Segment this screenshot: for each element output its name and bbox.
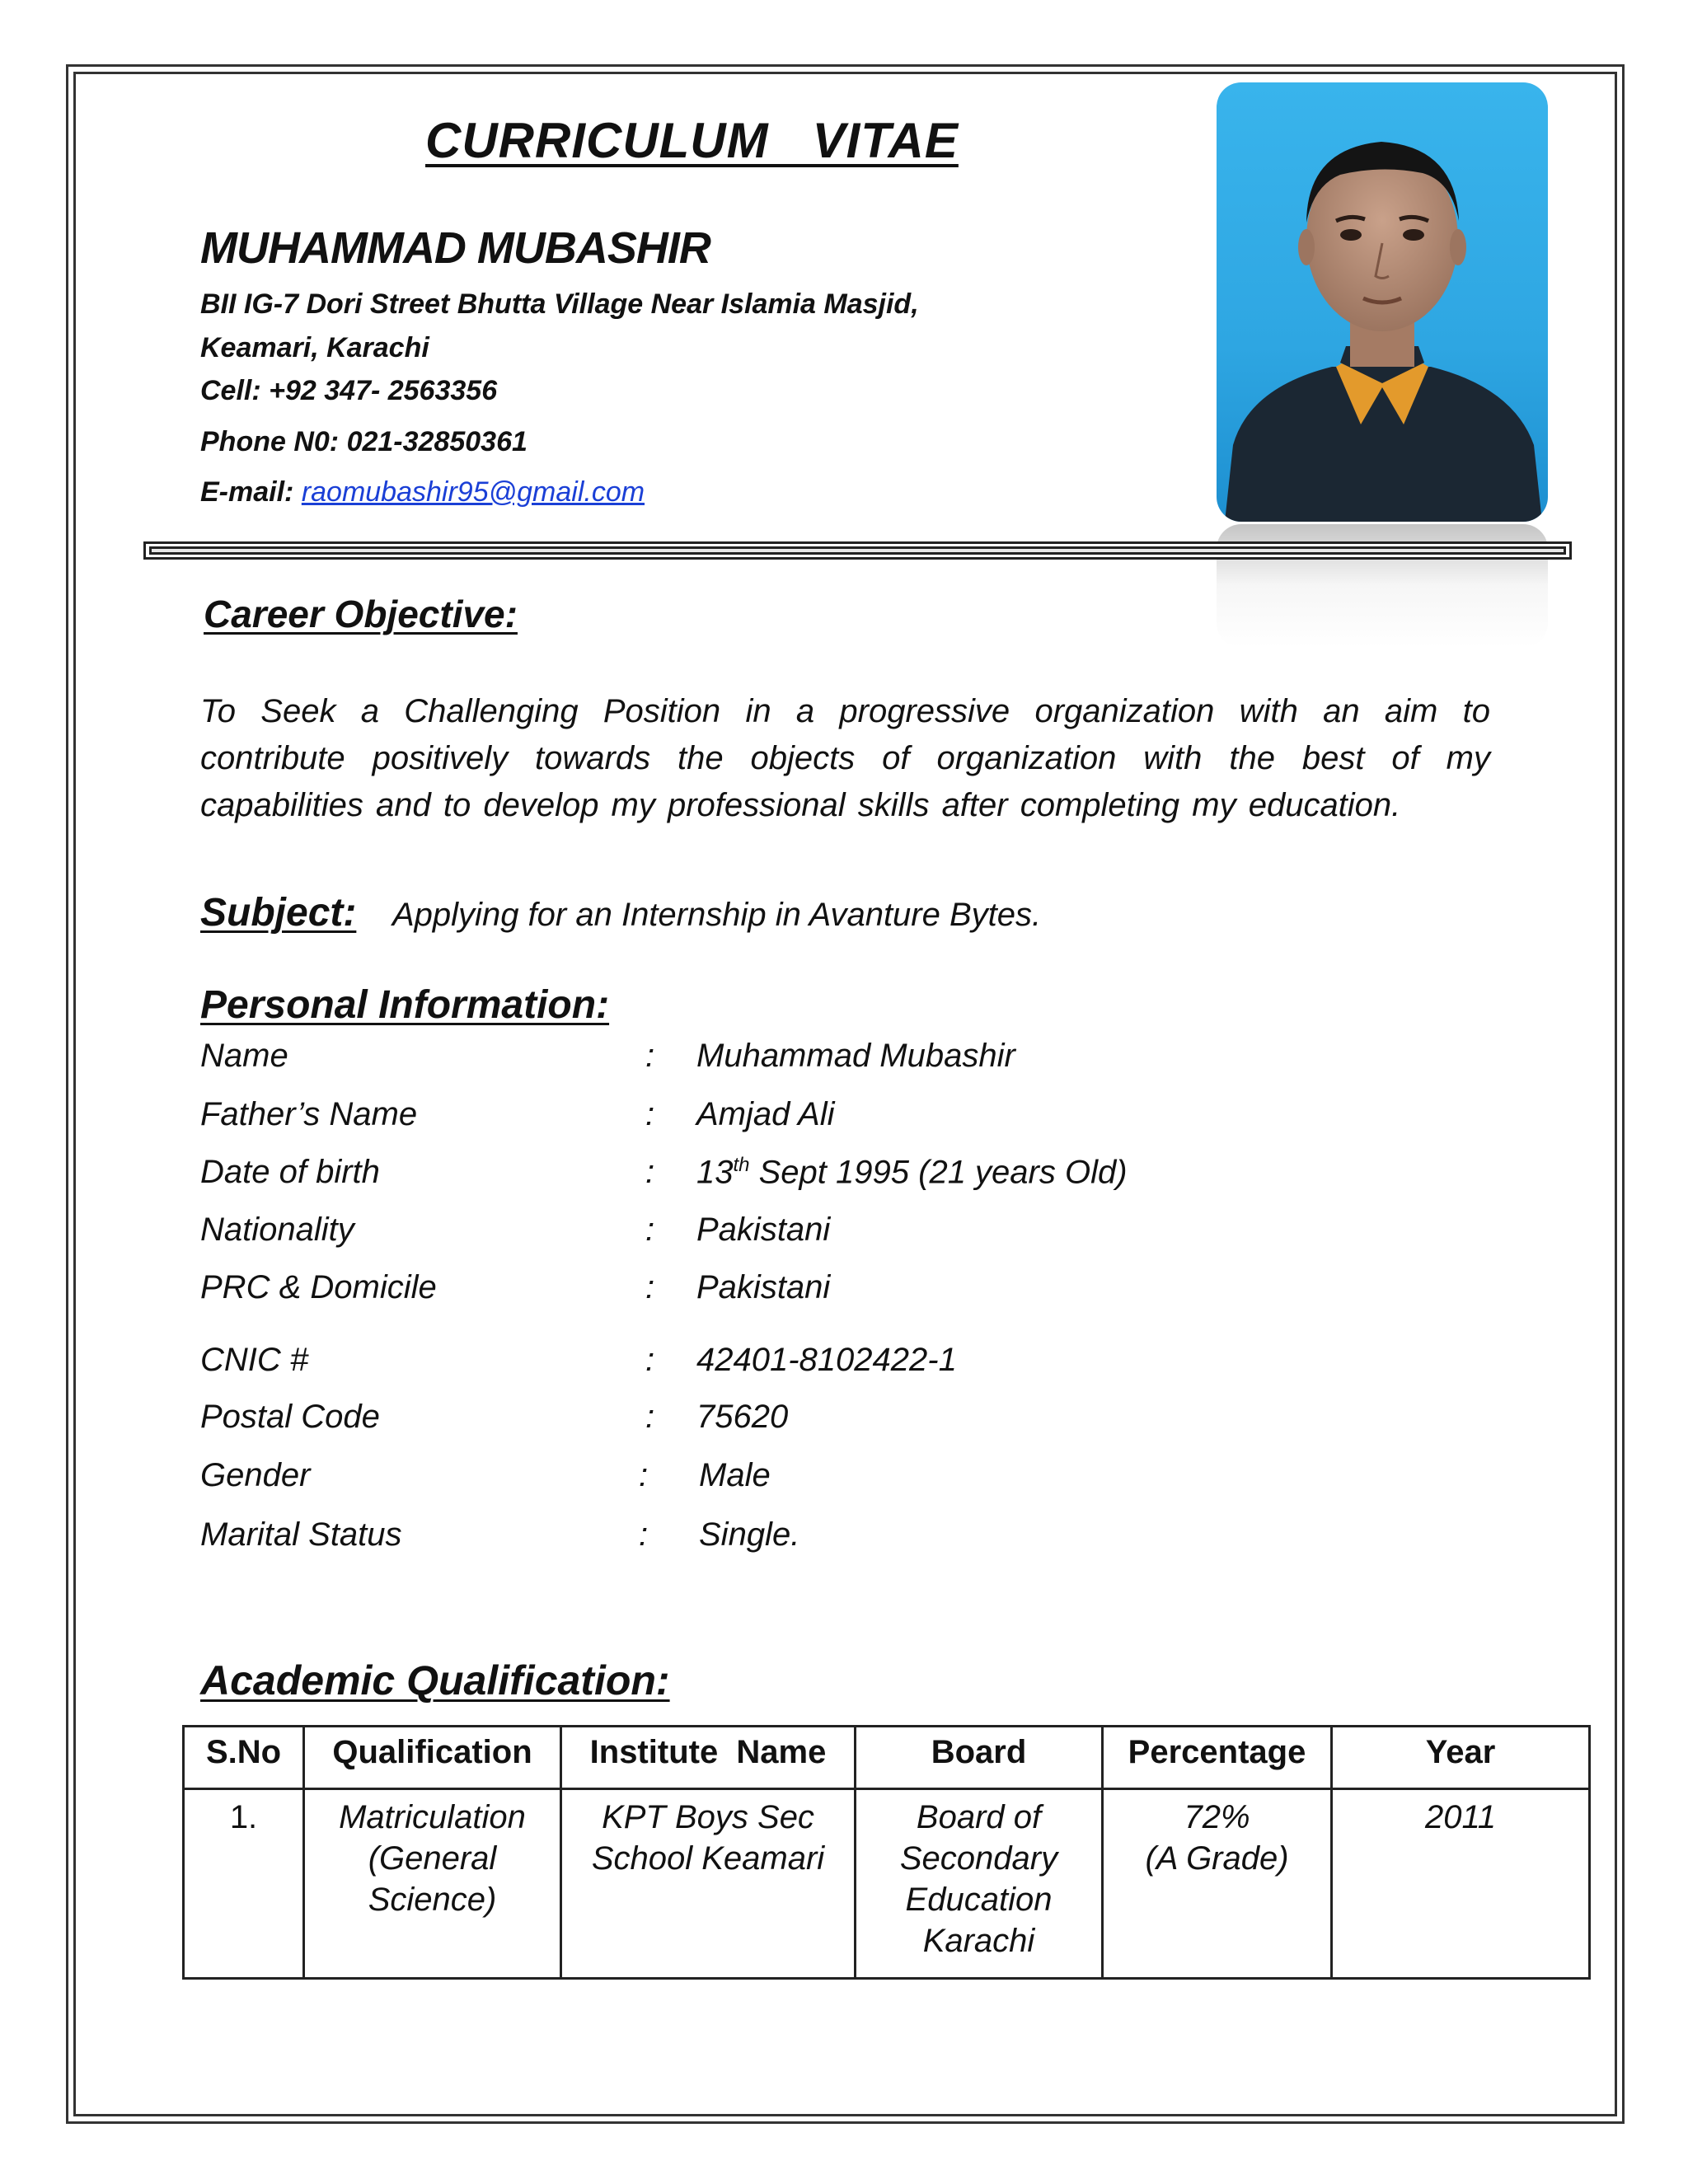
academic-table: [182, 1725, 1591, 1980]
info-colon: :: [645, 1038, 655, 1074]
profile-photo-icon: [1217, 82, 1548, 522]
phone-number: Phone N0: 021-32850361: [200, 426, 528, 457]
info-value-postal-code: 75620: [696, 1399, 789, 1435]
cell-percentage: 72% (A Grade): [1103, 1789, 1332, 1979]
info-label-marital-status: Marital Status: [200, 1516, 402, 1553]
info-label-dob: Date of birth: [200, 1154, 380, 1190]
info-value-cnic: 42401-8102422-1: [696, 1342, 957, 1378]
cell-institute: KPT Boys Sec School Keamari: [561, 1789, 856, 1979]
info-label-gender: Gender: [200, 1457, 311, 1493]
career-objective-text: To Seek a Challenging Position in a progressive organization with an aim to contribute positively towards the objects of organization with the best of my capabilities and to develop my professional skills after completing my education.: [200, 693, 1490, 823]
info-colon: :: [645, 1096, 655, 1132]
info-value-gender: Male: [699, 1457, 771, 1493]
column-header-year: Year: [1332, 1727, 1590, 1789]
info-value-name: Muhammad Mubashir: [696, 1038, 1015, 1074]
info-colon: :: [645, 1212, 655, 1248]
profile-photo: [1217, 82, 1548, 522]
info-colon: :: [645, 1269, 655, 1305]
applicant-name: MUHAMMAD MUBASHIR: [200, 223, 710, 273]
info-value-nationality: Pakistani: [696, 1212, 831, 1248]
email-label: E-mail:: [200, 476, 294, 508]
info-colon: :: [645, 1399, 655, 1435]
email-link[interactable]: raomubashir95@gmail.com: [301, 476, 645, 508]
info-label-father-name: Father’s Name: [200, 1096, 418, 1132]
table-row: [184, 1789, 1590, 1979]
cell-sno: 1.: [184, 1789, 304, 1979]
document-title: CURRICULUM VITAE: [425, 113, 959, 168]
info-value-prc-domicile: Pakistani: [696, 1269, 831, 1305]
cell-qualification: Matriculation (General Science): [304, 1789, 561, 1979]
cell-year: 2011: [1332, 1789, 1590, 1979]
subject-heading: Subject:: [200, 891, 357, 935]
info-label-prc-domicile: PRC & Domicile: [200, 1269, 437, 1305]
address-line-2: Keamari, Karachi: [200, 332, 429, 363]
info-value-father-name: Amjad Ali: [696, 1096, 835, 1132]
column-header-percentage: Percentage: [1103, 1727, 1332, 1789]
info-value-marital-status: Single.: [699, 1516, 800, 1553]
info-label-postal-code: Postal Code: [200, 1399, 380, 1435]
column-header-sno: S.No: [184, 1727, 304, 1789]
info-value-dob: 13th Sept 1995 (21 years Old): [696, 1154, 1128, 1191]
cell-board: Board of Secondary Education Karachi: [856, 1789, 1103, 1979]
info-colon: :: [639, 1457, 649, 1493]
info-colon: :: [645, 1154, 655, 1190]
info-colon: :: [639, 1516, 649, 1553]
column-header-board: Board: [856, 1727, 1103, 1789]
header-divider-inner: [149, 546, 1566, 555]
info-label-nationality: Nationality: [200, 1212, 354, 1248]
table-header-row: [184, 1727, 1590, 1789]
cell-number: Cell: +92 347- 2563356: [200, 375, 498, 406]
info-colon: :: [645, 1342, 655, 1378]
career-objective-heading: Career Objective:: [204, 593, 518, 635]
address-line-1: BII IG-7 Dori Street Bhutta Village Near Islamia Masjid,: [200, 288, 919, 320]
info-label-cnic: CNIC #: [200, 1342, 309, 1378]
info-label-name: Name: [200, 1038, 288, 1074]
subject-text: Applying for an Internship in Avanture Bytes.: [392, 897, 1042, 933]
email-line: [200, 476, 645, 509]
academic-heading: Academic Qualification:: [200, 1657, 670, 1704]
personal-info-heading: Personal Information:: [200, 983, 610, 1027]
column-header-qualification: Qualification: [304, 1727, 561, 1789]
column-header-institute: Institute Name: [561, 1727, 856, 1789]
